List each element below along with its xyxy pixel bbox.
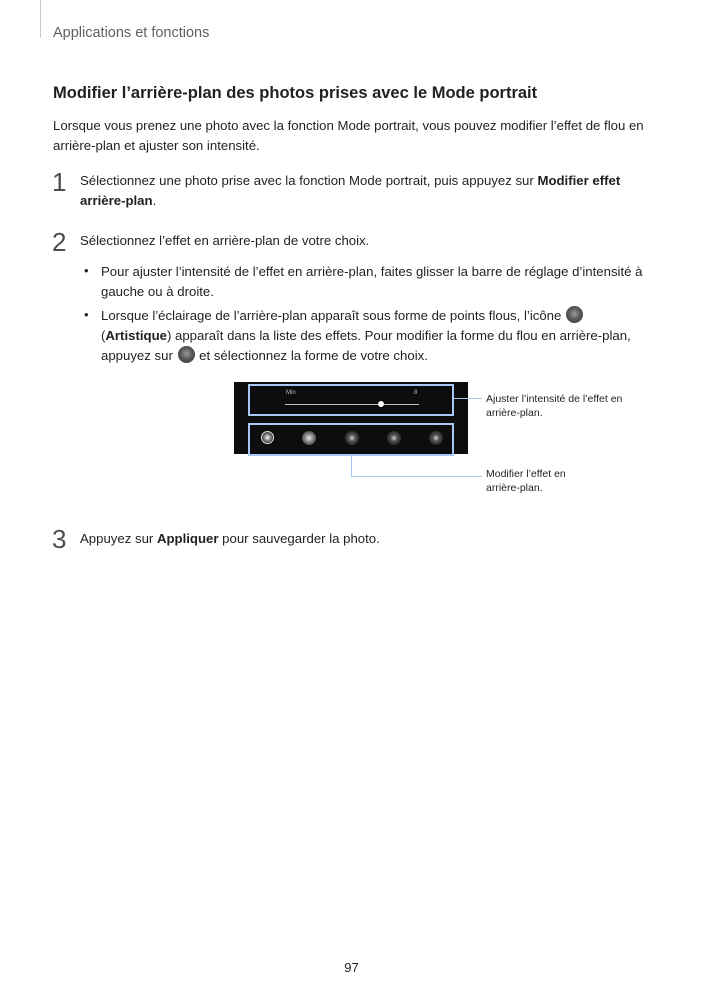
step-1-bold: Modifier effet arrière-plan [80, 173, 621, 208]
bullet-2-text: Lorsque l’éclairage de l’arrière-plan apparaît sous forme de points flous, l’icône (Artistique) apparaît dans la liste des effets. Pour modifier la forme du flou en arrière-plan, appuyez sur et sélectionnez la forme de votre choix. [101, 308, 631, 363]
step-3-number: 3 [52, 524, 67, 554]
callout-line-effect-horizontal [351, 476, 482, 477]
intensity-highlight-box [248, 384, 454, 416]
slider-max-label: 8 [414, 390, 418, 396]
callout-line-effect-vertical [351, 456, 352, 476]
callout-effect: Modifier l’effet en arrière-plan. [486, 468, 566, 494]
step-3-bold: Appliquer [156, 531, 219, 546]
step-2-number: 2 [52, 227, 67, 257]
callout-line-intensity [454, 398, 482, 399]
step-2-text: Sélectionnez l’effet en arrière-plan de votre choix. [80, 233, 370, 248]
blur-shape-icon [178, 346, 195, 363]
bullet-1-text: Pour ajuster l’intensité de l’effet en arrière-plan, faites glisser la barre de réglage d’intensité à gauche ou à droite. [101, 264, 643, 299]
artistic-effect-icon [566, 306, 583, 323]
bullet-1-symbol: • [84, 263, 89, 278]
callout-intensity: Ajuster l’intensité de l’effet en arrière-plan. [486, 393, 623, 419]
page-title: Modifier l’arrière-plan des photos prises avec le Mode portrait [53, 84, 538, 102]
section-header: Applications et fonctions [53, 25, 210, 41]
header-divider [40, 0, 41, 38]
intro-paragraph: Lorsque vous prenez une photo avec la fonction Mode portrait, vous pouvez modifier l’effet de flou en arrière-plan et ajuster son intensité. [53, 118, 644, 153]
artistic-label: Artistique [105, 328, 167, 343]
step-1-text: Sélectionnez une photo prise avec la fonction Mode portrait, puis appuyez sur Modifier effet arrière-plan. [80, 173, 621, 208]
slider-min-label: Min [286, 390, 296, 396]
step-1-number: 1 [52, 167, 67, 197]
effects-highlight-box [248, 423, 454, 456]
page-number: 97 [344, 960, 359, 975]
step-3-text: Appuyez sur Appliquer pour sauvegarder la photo. [80, 531, 380, 546]
bullet-2-symbol: • [84, 307, 89, 322]
